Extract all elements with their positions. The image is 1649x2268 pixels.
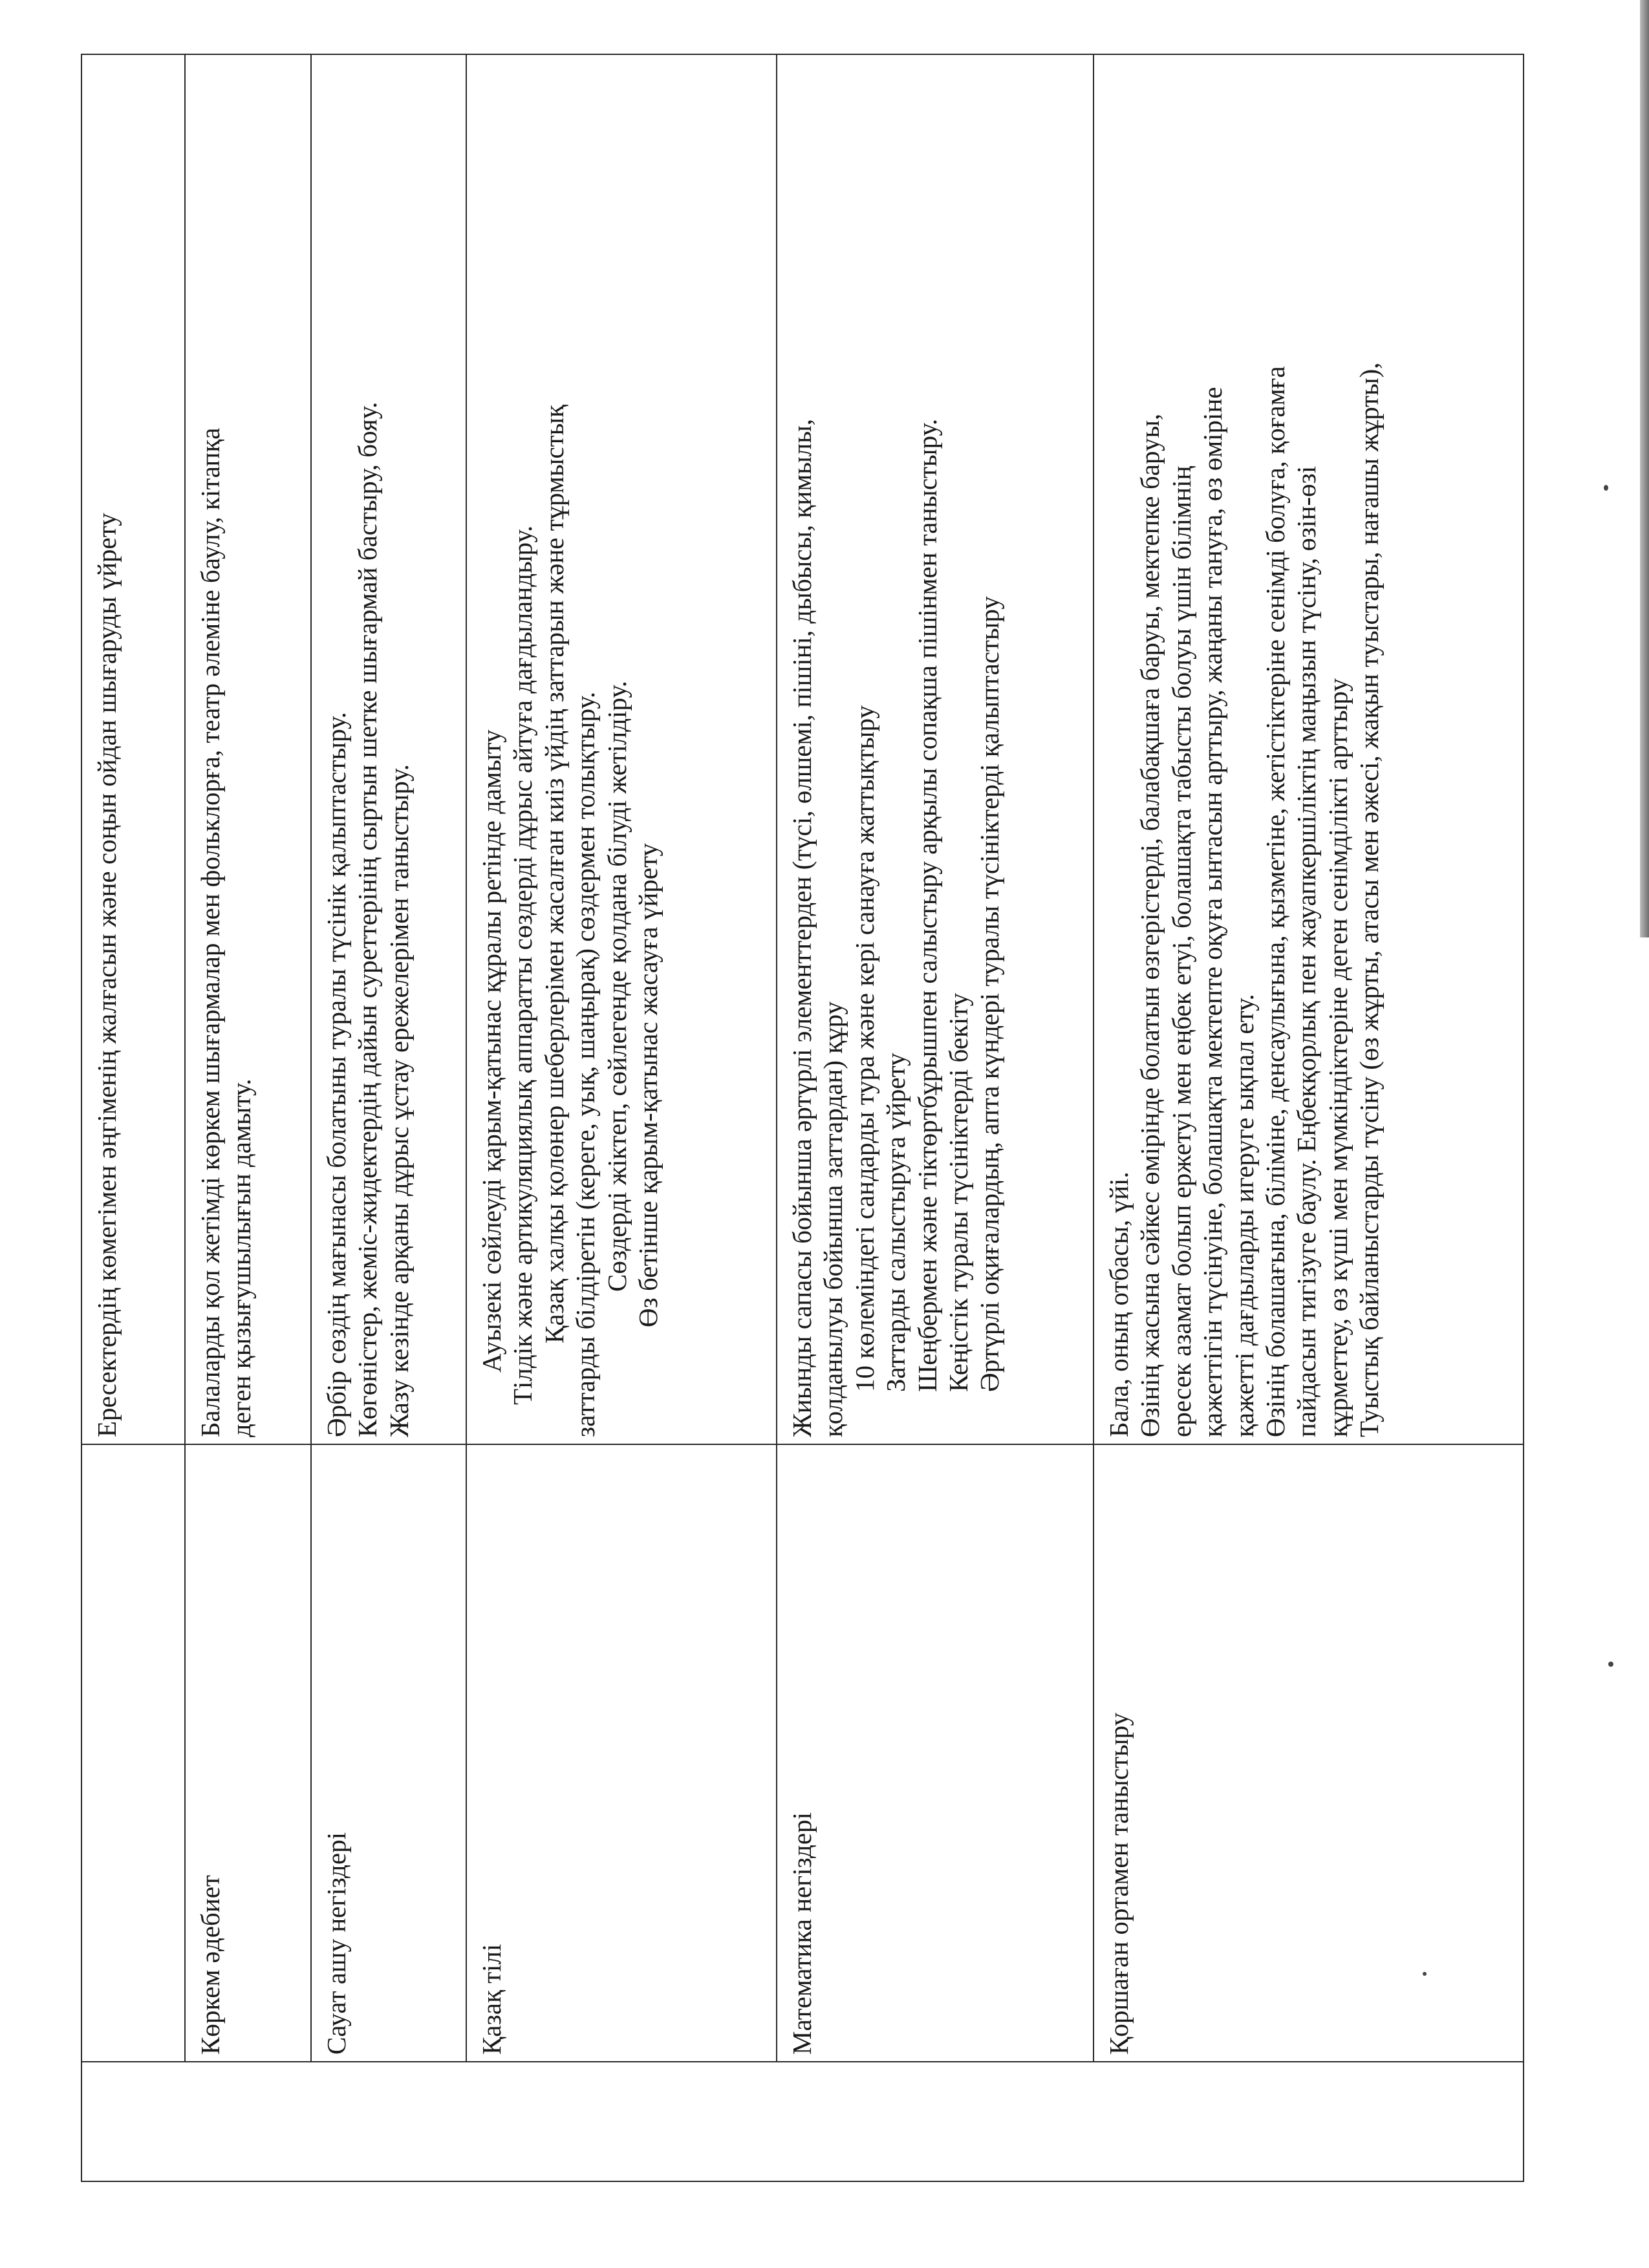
subject-cell (81, 1444, 185, 2062)
curriculum-table (81, 54, 1524, 2182)
table-row (311, 54, 466, 2181)
table-row (1094, 54, 1524, 2181)
content-line: Көгөністер, жеміс-жидектердің дайын суреттерінің сыртын шетке шығармай бастыру, бояу. (352, 401, 383, 1437)
content-cell (777, 54, 1094, 1444)
content-line: Ауызекі сөйлеуді қарым-қатынас құралы ретінде дамыту (477, 729, 506, 1373)
content-line: заттарды білдіретін (кереге, уық, шаңырақ) сөздермен толықтыру. (570, 691, 601, 1437)
content-line: Туыстық байланыстарды түсіну (өз жұрты, атасы мен әжесі, жақын туыстары, нағашы жұрты), (1354, 362, 1384, 1437)
subject-label: Сауат ашу негіздері (321, 1832, 351, 2055)
content-line: Қазақ халқы қолөнер шеберлерімен жасалған киіз үйдің заттарын және тұрмыстық (539, 404, 569, 1343)
content-line: Ересектердің көмегімен әңгіменің жалғасын және соңын ойдан шығаруды үйрету (92, 513, 122, 1437)
content-line: Тілдік және артикуляциялық аппаратты сөздерді дұрыс айтуға дағдыландыру. (508, 525, 538, 1405)
content-cell (311, 54, 466, 1444)
subject-label: Көркем әдебиет (195, 1875, 225, 2055)
subject-cell (466, 1444, 777, 2062)
content-cell (466, 54, 777, 1444)
scan-speck (1608, 1662, 1613, 1667)
rotated-page (81, 55, 1523, 2182)
subject-cell (311, 1444, 466, 2062)
subject-label: Қоршаған ортамен таныстыру (1104, 1713, 1134, 2055)
content-line: Шеңбермен және тіктөртбұрышпен салыстыру арқылы сопақша пішінмен таныстыру. (912, 418, 942, 1392)
content-line: Өзінің болашағына, біліміне, денсаулығына, қызметіне, жетістіктеріне сенімді болуға, қоғамға (1260, 366, 1290, 1437)
content-line: құрметтеу, өз күші мен мүмкіндіктеріне деген сенімділікті арттыру (1322, 678, 1353, 1437)
table-row (466, 54, 777, 2181)
subject-cell (1094, 1444, 1524, 2062)
content-line: Өзінің жасына сәйкес өмірінде болатын өзгерістерді, балабақшаға баруы, мектепке баруы, (1135, 413, 1165, 1437)
subject-label: Математика негіздері (787, 1812, 817, 2055)
row-number-cell (81, 2062, 1524, 2181)
scan-speck (1604, 485, 1608, 491)
content-line: Заттарды салыстыруға үйрету (881, 1053, 911, 1392)
content-line: қолданылуы бойынша заттардан) құру (818, 1001, 848, 1437)
content-line: Әрбір сөздің мағынасы болатыны туралы түсінік қалыптастыру. (321, 712, 351, 1437)
content-line: қажеттігін түсінуіне, болашақта мектепте оқуға ынтасын арттыру, жаңаны тануға, өз өміріне (1198, 387, 1228, 1437)
table-row (81, 54, 185, 2181)
content-line: Сөздерді жіктеп, сөйлегенде қолдана білуді жетілдіру. (601, 680, 632, 1292)
content-cell (1094, 54, 1524, 1444)
content-line: деген қызығушылығын дамыту. (226, 1078, 257, 1437)
content-line: Өз бетінше қарым-қатынас жасауға үйрету (632, 843, 663, 1327)
subject-cell (185, 1444, 311, 2062)
subject-label: Қазақ тілі (477, 1943, 506, 2055)
content-line: Бала, оның отбасы, үйі. (1104, 1171, 1134, 1437)
subject-cell (777, 1444, 1094, 2062)
content-line: Жиынды сапасы бойынша әртүрлі элементтерден (түсі, өлшемі, пішіні, дыбысы, қимылы, (787, 418, 817, 1437)
table-row (777, 54, 1094, 2181)
content-line: қажетті дағдыларды игеруге ықпал ету. (1229, 994, 1259, 1437)
content-line: Жазу кезінде арқаны дұрыс ұстау ережелерімен таныстыру. (383, 764, 414, 1437)
content-cell (81, 54, 185, 1444)
content-line: ересек азамат болып ержетуі мен еңбек етуі, болашақта табысты болуы үшін білімнің (1166, 465, 1196, 1437)
scan-edge-shadow (1640, 0, 1649, 937)
table-row (185, 54, 311, 2181)
content-cell (185, 54, 311, 1444)
content-line: Әртүрлі оқиғалардың, апта күндері туралы түсініктерді қалыптастыру (975, 596, 1005, 1392)
content-line: 10 көлеміндегі сандарды тура және кері санауға жаттықтыру (849, 705, 879, 1392)
content-line: Кеңістік туралы түсініктерді бекіту (943, 992, 973, 1392)
content-line: пайдасын тигізуге баулу. Еңбекқорлық пен жауапкершіліктің маңызын түсіну, өзін-өзі (1291, 465, 1322, 1437)
content-line: Балаларды қол жетімді көркем шығармалар мен фольклорға, театр әлеміне баулу, кітапқа (195, 427, 225, 1437)
